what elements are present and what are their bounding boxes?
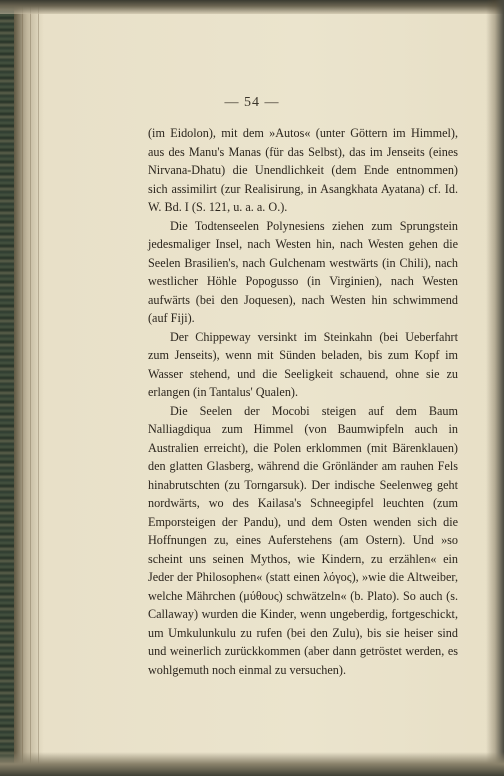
gutter-line — [30, 0, 31, 776]
bottom-edge — [0, 752, 504, 776]
paragraph: Der Chippeway versinkt im Steinkahn (bei Ueberfahrt zum Jenseits), wenn mit Sünden beladen, bis zum Kopf im Wasser stehend, und die Seeligkeit schauend, ohne sie zu erlangen (in Tantalus' Qualen). — [148, 329, 458, 399]
paragraph: Die Todtenseelen Polynesiens ziehen zum Sprungstein jedesmaliger Insel, nach Westen hin, nach Westen gehen die Seelen Brasilien's, nach Gulchenam westwärts (in Chili), nach westlicher Höhle Popogusso (in Virginien), nach Westen aufwärts (bei den Joquesen), nach Westen hin schwimmend (auf Fiji). — [148, 218, 458, 325]
paragraph: (im Eidolon), mit dem »Autos« (unter Göttern im Himmel), aus des Manu's Manas (für das Selbst), das im Jenseits (eines Nirvana-Dhatu) die Unendlichkeit (dem Ende entnommen) sich assimilirt (zur Realisirung, in Asangkhata Ayatana) cf. Id. W. Bd. I (S. 121, u. a. a. O.). — [148, 126, 458, 214]
book-cover-edge — [0, 0, 14, 776]
top-edge — [0, 0, 504, 14]
gutter-line — [38, 0, 39, 776]
page-number: — 54 — — [224, 95, 280, 110]
spine-shadow — [14, 0, 44, 776]
paragraph: Die Seelen der Mocobi steigen auf dem Baum Nalliagdiqua zum Himmel (von Baumwipfeln auch in Australien erreicht), die Polen erklommen (mit Bärenklauen) den glatten Glasberg, während die Grönländer am rauhen Fels hinabrutschten (zu Torngarsuk). Der indische Seelenweg geht nordwärts, wo des Kailasa's Schneegipfel leuchten (zum Emporsteigen der Pandu), und dem Osten wenden sich die Hoffnungen zu, eines Auferstehens (am Ostern). Und »so scheint uns seinen Mythos, wie Kindern, zu erzählen« ein Jeder der Philosophen« (statt einen λόγος), »wie die Altweiber, welche Mährchen (μύθους) schwätzeln« (b. Plato). So auch (s. Callaway) wurden die Kinder, wenn ungeberdig, fortgeschickt, um Umkulunkulu zu rufen (bei den Zulu), bis sie heiser sind und weinerlich zurückkommen (aber dann getröstet werden, es wohlgemuth noch einmal zu versuchen). — [148, 403, 458, 677]
right-edge — [486, 0, 504, 776]
gutter-line — [22, 0, 23, 776]
body-text — [148, 124, 458, 679]
